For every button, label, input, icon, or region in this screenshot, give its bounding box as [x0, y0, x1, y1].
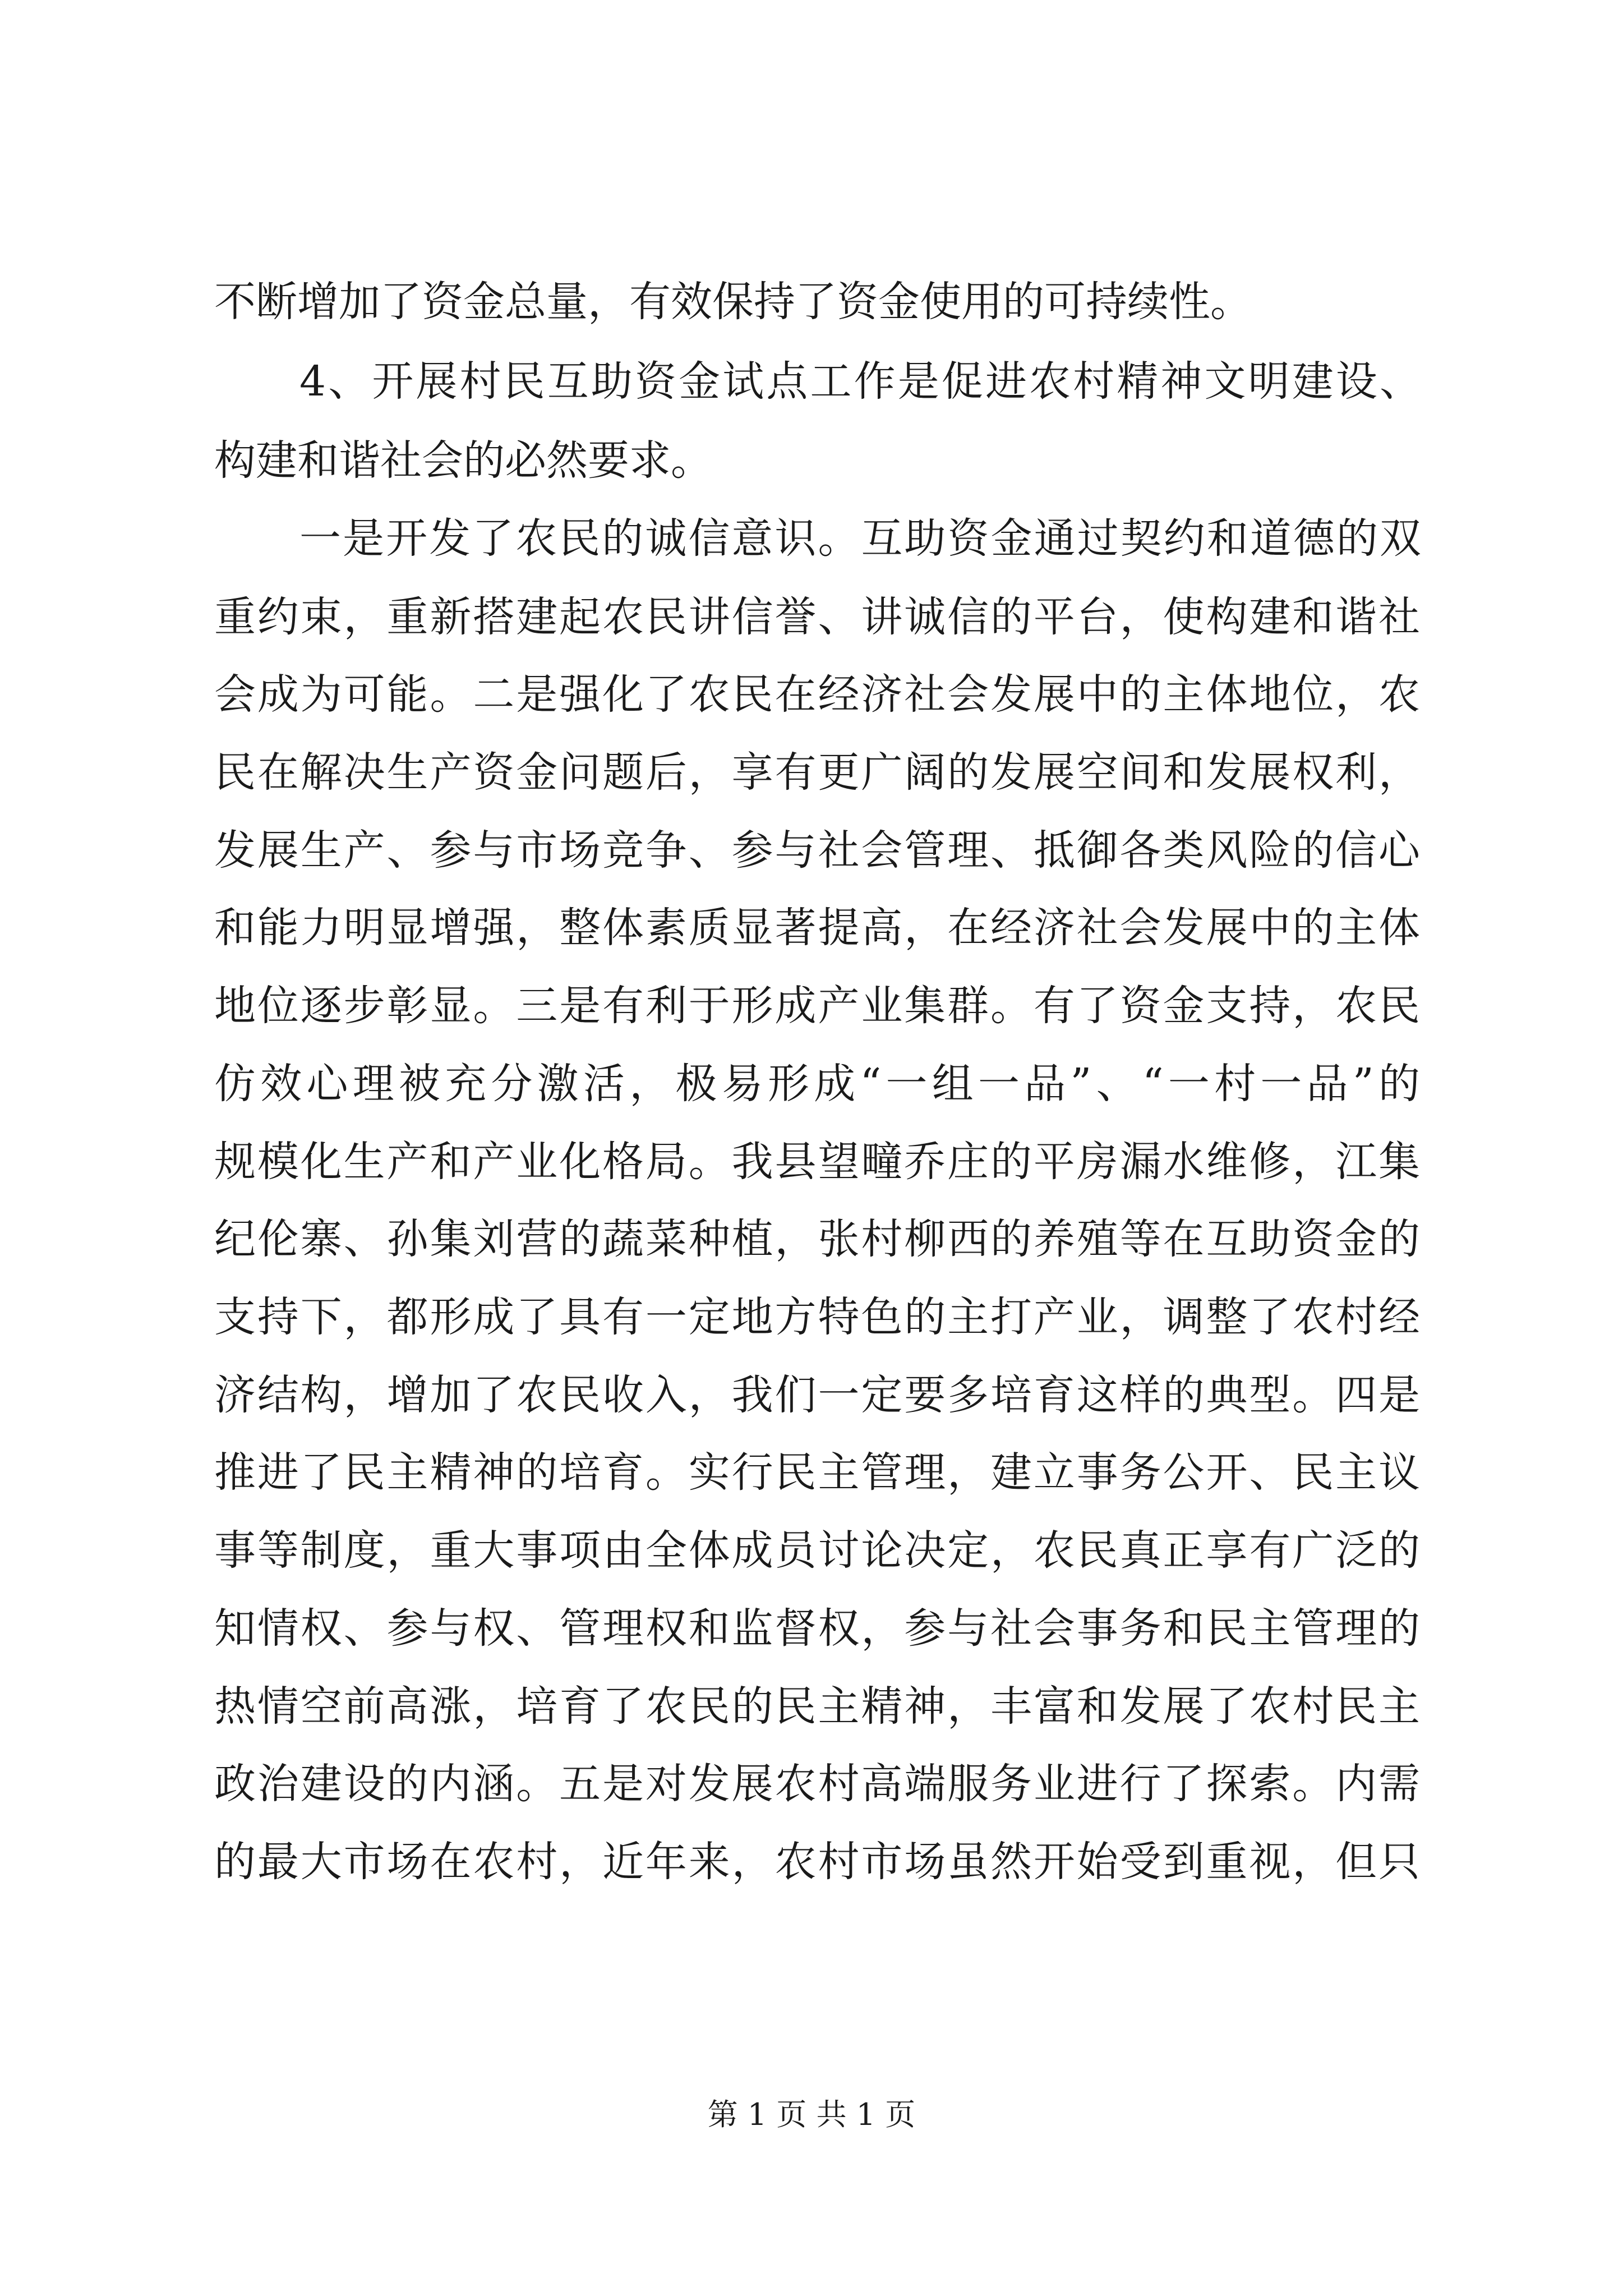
- text-line: 政治建设的内涵。五是对发展农村高端服务业进行了探索。内需: [214, 1760, 1420, 1808]
- text-line: 和能力明显增强，整体素质显著提高，在经济社会发展中的主体: [214, 904, 1420, 952]
- text-line: 会成为可能。二是强化了农民在经济社会发展中的主体地位，农: [214, 670, 1420, 719]
- text-line: 事等制度，重大事项由全体成员讨论决定，农民真正享有广泛的: [214, 1526, 1420, 1575]
- text-line: 知情权、参与权、管理权和监督权，参与社会事务和民主管理的: [214, 1604, 1420, 1653]
- text-line: 不断增加了资金总量，有效保持了资金使用的可持续性。: [214, 278, 1252, 326]
- text-line: 民在解决生产资金问题后，享有更广阔的发展空间和发展权利，: [214, 748, 1420, 797]
- text-line: 规模化生产和产业化格局。我县望疃乔庄的平房漏水维修，江集: [214, 1138, 1420, 1186]
- text-line: 地位逐步彰显。三是有利于形成产业集群。有了资金支持，农民: [214, 982, 1420, 1030]
- text-line: 推进了民主精神的培育。实行民主管理，建立事务公开、民主议: [214, 1448, 1420, 1497]
- text-line: 重约束，重新搭建起农民讲信誉、讲诚信的平台，使构建和谐社: [214, 593, 1420, 641]
- text-line: 发展生产、参与市场竞争、参与社会管理、抵御各类风险的信心: [214, 826, 1420, 875]
- page-footer: 第 1 页 共 1 页: [707, 2097, 916, 2132]
- text-line: 仿效心理被充分激活，极易形成“一组一品”、“一村一品”的: [214, 1060, 1420, 1108]
- text-line: 构建和谐社会的必然要求。: [214, 436, 712, 485]
- text-line: 热情空前高涨，培育了农民的民主精神，丰富和发展了农村民主: [214, 1682, 1420, 1731]
- text-line: 一是开发了农民的诚信意识。互助资金通过契约和道德的双: [299, 514, 1421, 563]
- text-line: 的最大市场在农村，近年来，农村市场虽然开始受到重视，但只: [214, 1838, 1420, 1886]
- text-line: 济结构，增加了农民收入，我们一定要多培育这样的典型。四是: [214, 1371, 1420, 1419]
- text-line: 支持下，都形成了具有一定地方特色的主打产业，调整了农村经: [214, 1293, 1420, 1341]
- text-line: 纪伦寨、孙集刘营的蔬菜种植，张村柳西的养殖等在互助资金的: [214, 1215, 1420, 1263]
- text-line: 4、开展村民互助资金试点工作是促进农村精神文明建设、: [299, 357, 1421, 406]
